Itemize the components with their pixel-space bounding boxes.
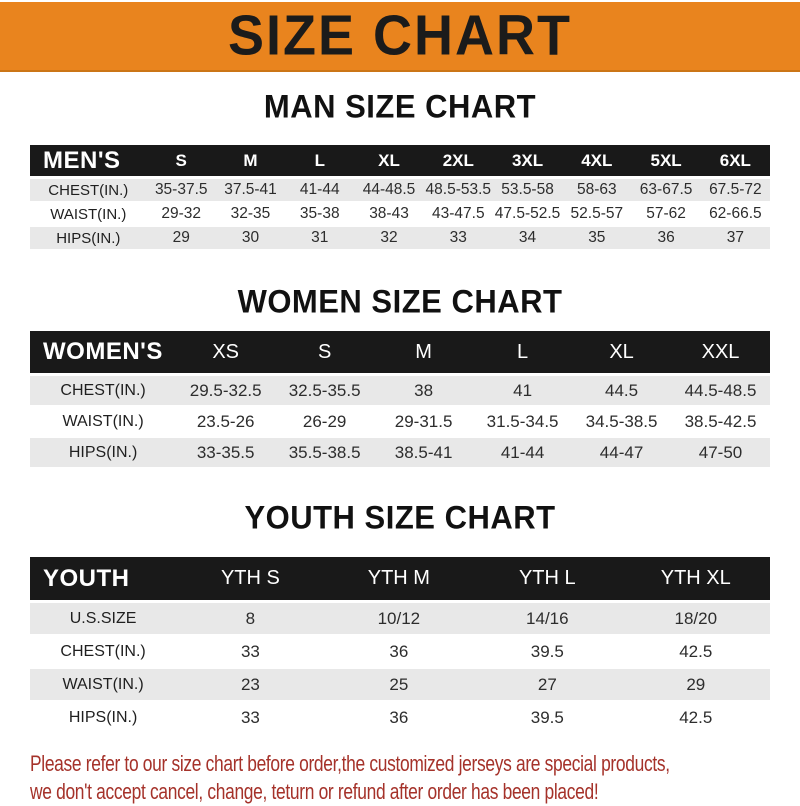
women-col-header-xs: XS [176,331,275,376]
youth-value-cell: 25 [325,669,473,702]
men-value-cell: 29 [147,227,216,251]
youth-table-title: YOUTH [30,557,176,603]
men-value-cell: 31 [285,227,354,251]
women-col-header-s: S [275,331,374,376]
men-row-hips-in [30,227,770,251]
youth-value-cell: 18/20 [622,603,770,636]
women-value-cell: 33-35.5 [176,438,275,469]
men-col-header-5xl: 5XL [631,145,700,179]
men-value-cell: 32 [354,227,423,251]
women-header-row [30,331,770,376]
men-value-cell: 52.5-57 [562,203,631,227]
women-row-label: WAIST(IN.) [30,407,176,438]
youth-col-header-yth-xl: YTH XL [622,557,770,603]
women-row-label: HIPS(IN.) [30,438,176,469]
women-col-header-xxl: XXL [671,331,770,376]
men-col-header-m: M [216,145,285,179]
youth-size-table [30,557,770,735]
women-size-table [30,331,770,469]
women-section-heading: WOMEN SIZE CHART [237,283,563,320]
youth-col-header-yth-s: YTH S [176,557,324,603]
men-size-table [30,145,770,251]
men-row-label: HIPS(IN.) [30,227,147,251]
youth-value-cell: 10/12 [325,603,473,636]
men-table-title: MEN'S [30,145,147,179]
men-value-cell: 41-44 [285,179,354,203]
women-value-cell: 41-44 [473,438,572,469]
women-value-cell: 44.5-48.5 [671,376,770,407]
youth-value-cell: 23 [176,669,324,702]
youth-row-label: HIPS(IN.) [30,702,176,735]
men-value-cell: 35-38 [285,203,354,227]
youth-value-cell: 33 [176,702,324,735]
footer-disclaimer-line1: Please refer to our size chart before order,the customized jerseys are special products, [30,751,670,776]
women-value-cell: 34.5-38.5 [572,407,671,438]
men-col-header-4xl: 4XL [562,145,631,179]
women-col-header-xl: XL [572,331,671,376]
women-value-cell: 23.5-26 [176,407,275,438]
men-section-heading: MAN SIZE CHART [263,88,537,125]
women-value-cell: 38.5-41 [374,438,473,469]
youth-value-cell: 27 [473,669,621,702]
youth-value-cell: 42.5 [622,702,770,735]
youth-row-label: CHEST(IN.) [30,636,176,669]
youth-row-u-s-size [30,603,770,636]
women-value-cell: 38.5-42.5 [671,407,770,438]
men-value-cell: 35 [562,227,631,251]
men-value-cell: 63-67.5 [631,179,700,203]
youth-value-cell: 36 [325,636,473,669]
youth-col-header-yth-l: YTH L [473,557,621,603]
women-value-cell: 31.5-34.5 [473,407,572,438]
men-col-header-s: S [147,145,216,179]
youth-row-label: U.S.SIZE [30,603,176,636]
women-row-hips-in [30,438,770,469]
men-value-cell: 37.5-41 [216,179,285,203]
youth-value-cell: 36 [325,702,473,735]
men-value-cell: 37 [701,227,770,251]
youth-value-cell: 14/16 [473,603,621,636]
footer-disclaimer-line2: we don't accept cancel, change, teturn or refund after order has been placed! [30,779,599,804]
women-value-cell: 44.5 [572,376,671,407]
men-value-cell: 35-37.5 [147,179,216,203]
men-value-cell: 43-47.5 [424,203,493,227]
women-value-cell: 29.5-32.5 [176,376,275,407]
banner-title: SIZE CHART [228,4,572,68]
youth-value-cell: 8 [176,603,324,636]
men-col-header-6xl: 6XL [701,145,770,179]
men-value-cell: 30 [216,227,285,251]
size-chart-page [0,2,800,802]
youth-value-cell: 33 [176,636,324,669]
men-value-cell: 33 [424,227,493,251]
men-col-header-2xl: 2XL [424,145,493,179]
women-row-label: CHEST(IN.) [30,376,176,407]
men-row-label: CHEST(IN.) [30,179,147,203]
men-value-cell: 58-63 [562,179,631,203]
men-col-header-l: L [285,145,354,179]
men-value-cell: 29-32 [147,203,216,227]
women-table-title: WOMEN'S [30,331,176,376]
men-col-header-xl: XL [354,145,423,179]
men-value-cell: 53.5-58 [493,179,562,203]
women-value-cell: 35.5-38.5 [275,438,374,469]
youth-value-cell: 42.5 [622,636,770,669]
men-section [0,89,800,251]
men-value-cell: 48.5-53.5 [424,179,493,203]
footer-disclaimer [30,750,788,806]
men-value-cell: 36 [631,227,700,251]
men-value-cell: 32-35 [216,203,285,227]
women-value-cell: 47-50 [671,438,770,469]
youth-value-cell: 39.5 [473,636,621,669]
youth-col-header-yth-m: YTH M [325,557,473,603]
men-value-cell: 47.5-52.5 [493,203,562,227]
youth-section-heading: YOUTH SIZE CHART [244,499,556,536]
men-header-row [30,145,770,179]
men-value-cell: 44-48.5 [354,179,423,203]
women-value-cell: 44-47 [572,438,671,469]
men-value-cell: 38-43 [354,203,423,227]
men-value-cell: 62-66.5 [701,203,770,227]
youth-value-cell: 29 [622,669,770,702]
women-value-cell: 32.5-35.5 [275,376,374,407]
women-value-cell: 29-31.5 [374,407,473,438]
youth-row-waist-in [30,669,770,702]
women-section [0,284,800,469]
men-value-cell: 34 [493,227,562,251]
banner [0,2,800,72]
youth-value-cell: 39.5 [473,702,621,735]
women-value-cell: 26-29 [275,407,374,438]
youth-section [0,500,800,735]
women-col-header-m: M [374,331,473,376]
women-value-cell: 41 [473,376,572,407]
men-row-chest-in [30,179,770,203]
men-value-cell: 57-62 [631,203,700,227]
youth-row-label: WAIST(IN.) [30,669,176,702]
men-row-waist-in [30,203,770,227]
youth-row-hips-in [30,702,770,735]
men-value-cell: 67.5-72 [701,179,770,203]
women-row-waist-in [30,407,770,438]
men-row-label: WAIST(IN.) [30,203,147,227]
youth-header-row [30,557,770,603]
women-row-chest-in [30,376,770,407]
youth-row-chest-in [30,636,770,669]
men-col-header-3xl: 3XL [493,145,562,179]
women-value-cell: 38 [374,376,473,407]
women-col-header-l: L [473,331,572,376]
